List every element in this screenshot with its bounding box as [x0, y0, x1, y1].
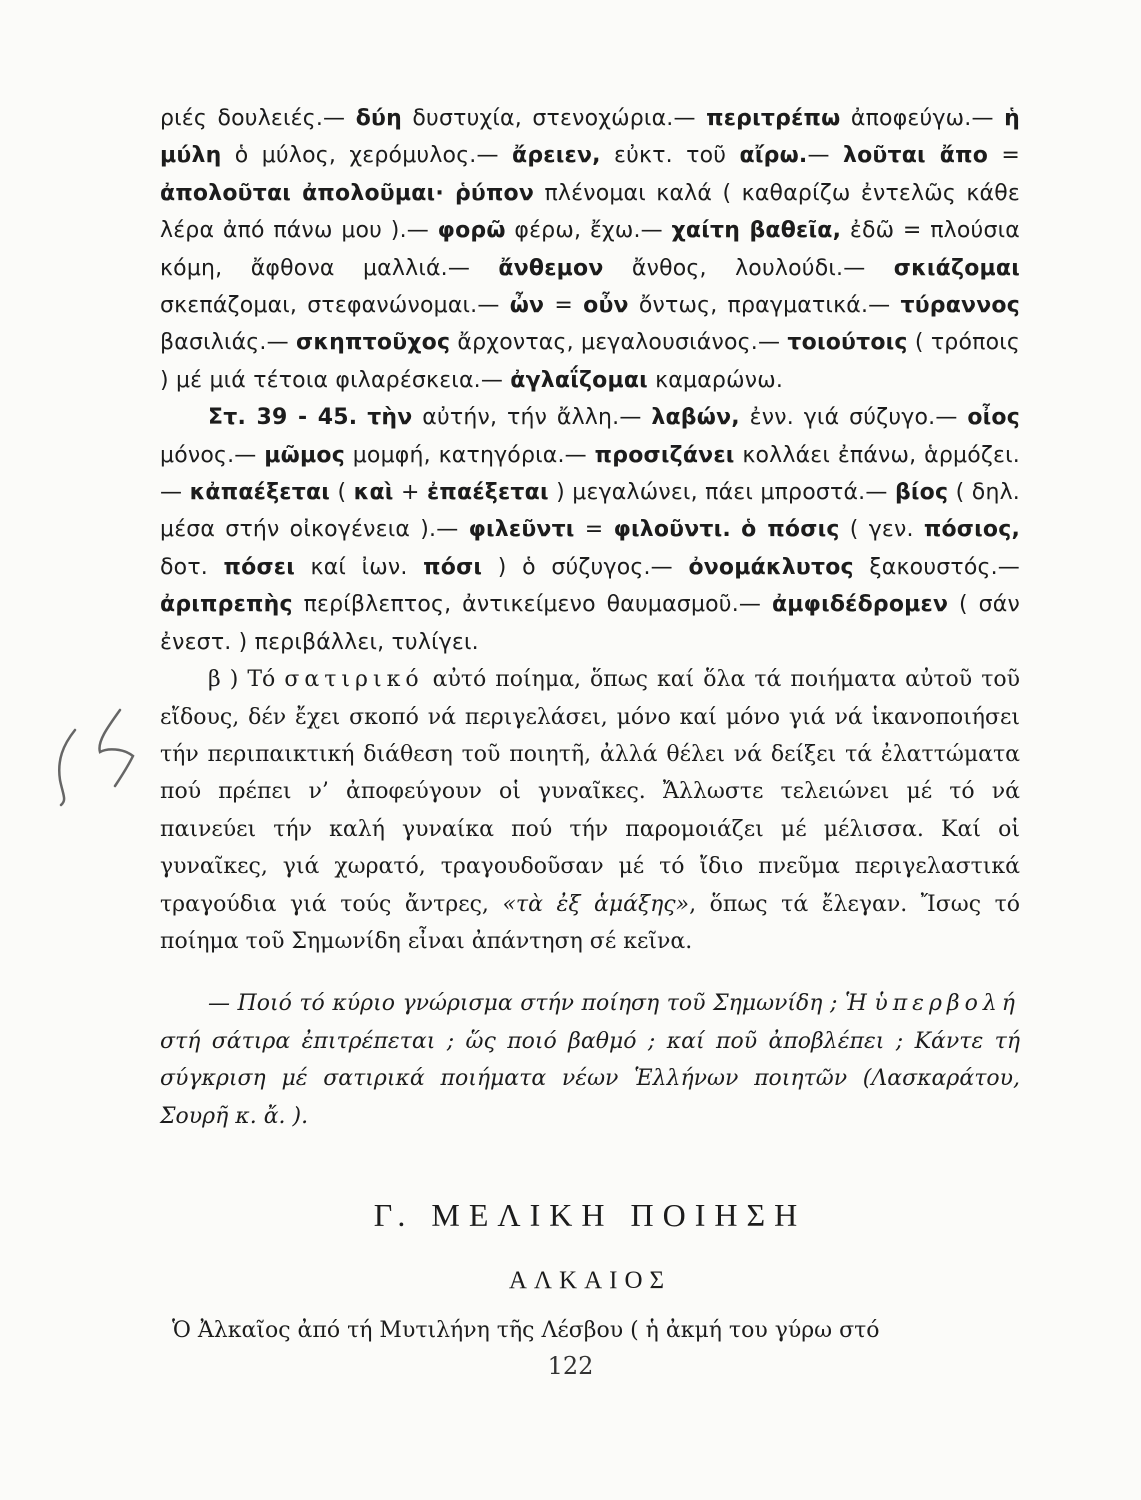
gloss-term: χαίτη βαθεῖα, [671, 218, 842, 244]
gloss-term: πόσει [223, 554, 295, 580]
page-number: 122 [547, 1352, 594, 1380]
gloss-text: — [807, 143, 843, 169]
gloss-text [731, 517, 741, 542]
paragraph-lead: β ) Τό [208, 667, 285, 693]
gloss-text: ἄρχοντας, μεγαλουσιάνος.— [450, 330, 788, 356]
gloss-term: καὶ [353, 480, 394, 506]
gloss-text: μομφή, κατηγόρια.— [344, 442, 595, 468]
gloss-text: εὐκτ. τοῦ [600, 143, 740, 169]
gloss-term: ἀριπρεπὴς [160, 592, 293, 618]
question-paragraph [160, 985, 1020, 1135]
gloss-term: φορῶ [437, 218, 506, 244]
gloss-text [357, 405, 367, 430]
gloss-text: ἀποφεύγω.— [840, 106, 1005, 131]
gloss-text: + [393, 480, 427, 506]
gloss-term: ἀγλαΐζομαι [510, 367, 648, 393]
gloss-term: προσιζάνει [594, 442, 735, 468]
gloss-text: ριές δουλειές.— [160, 106, 356, 131]
gloss-text: ὁ μύλος, χερόμυλος.— [221, 143, 513, 169]
gloss-text: ( σάν ἐνεστ. ) περιβάλλει, τυλίγει. [160, 592, 1020, 655]
author-heading: ΑΛΚΑΙΟΣ [508, 1266, 672, 1294]
glossary-block-2 [160, 399, 1020, 661]
chapter-heading: Γ. ΜΕΛΙΚΗ ΠΟΙΗΣΗ [373, 1196, 807, 1233]
gloss-text: δυστυχία, στενοχώρια.— [401, 106, 707, 131]
gloss-text: δοτ. [160, 554, 224, 580]
gloss-term: ἀμφιδέδρομεν [771, 592, 949, 618]
glossary-notes [160, 100, 1020, 661]
gloss-text: ξακουστός.— [853, 554, 1021, 580]
gloss-term: τοιούτοις [787, 330, 908, 356]
paragraph-text: αὐτό ποίημα, ὅπως καί ὅλα τά ποιήματα αὐτοῦ τοῦ εἴδους, δέν ἔχει σκοπό νά περιγελάσει, μόνο καί μόνο γιά νά ἱκανοποιήσει τήν περιπαικτική διάθεση τοῦ ποιητῆ, ἀλλά θέλει νά δείξει τά ἐλαττώματα πού πρέπει ν’ ἀποφεύγουν οἱ γυναῖκες. Ἄλλωστε τελειώνει μέ τό νά παινεύει τήν καλή γυναίκα πού τήν παρομοιάζει μέ μέλισσα. Καί οἱ γυναῖκες, γιά χωρατό, τραγουδοῦσαν μέ τό ἴδιο πνεῦμα περιγελαστικά τραγούδια γιά τούς ἄντρες, [160, 667, 1021, 917]
gloss-term: τύραννος [900, 293, 1020, 319]
gloss-term: οἶος [967, 405, 1020, 431]
gloss-term: βίος [894, 480, 949, 506]
gloss-text: ( τρόποις ) μέ μιά τέτοια φιλαρέσκεια.— [160, 330, 1020, 393]
gloss-term: πόσιος, [923, 517, 1021, 543]
gloss-text: ( [330, 480, 354, 506]
handwritten-margin-mark [45, 700, 145, 810]
gloss-term: δύη [355, 106, 402, 131]
gloss-term: κἀπαέξεται [189, 480, 331, 506]
commentary-section [160, 661, 1020, 960]
gloss-text: ) ὁ σύζυγος.— [482, 554, 689, 580]
gloss-term: μῶμος [264, 442, 345, 468]
gloss-term: ὁ πόσις [741, 517, 840, 543]
question-text: στή σάτιρα ἐπιτρέπεται ; ὥς ποιό βαθμό ; καί ποῦ ἀποβλέπει ; Κάντε τή σύγκριση μέ σατιρικά ποιήματα νέων Ἑλλήνων ποιητῶν (Λασκαράτου, Σουρῆ κ. ἄ. ). [160, 1028, 1020, 1129]
gloss-term: φιλοῦντι. [613, 517, 731, 543]
gloss-term: τὴν [367, 405, 413, 431]
verse-range: Στ. 39 - 45. [208, 405, 358, 431]
page-content [160, 100, 1020, 1349]
gloss-text: μόνος.— [160, 442, 265, 468]
gloss-term: ἄνθεμον [498, 255, 604, 281]
question-text: — Ποιό τό κύριο γνώρισμα στήν ποίηση τοῦ Σημωνίδη ; Ἡ [208, 991, 875, 1017]
gloss-text: ἄνθος, λουλούδι.— [603, 255, 894, 281]
gloss-text: κολλάει ἐπάνω, ἁρμόζει.— [160, 442, 1020, 506]
gloss-term: αἴρω. [739, 143, 808, 169]
spaced-emphasis: ὑπερβολή [874, 991, 1020, 1017]
gloss-term: ἐπαέξεται [426, 480, 549, 506]
study-questions [160, 985, 1020, 1135]
gloss-text: βασιλιάς.— [160, 330, 297, 356]
paragraph-text: , ὅπως τά ἔλεγαν. Ἴσως τό ποίημα τοῦ Σημωνίδη εἶναι ἀπάντηση σέ κεῖνα. [160, 891, 1020, 954]
commentary-paragraph [160, 661, 1020, 960]
gloss-term: πόσι [423, 554, 483, 580]
gloss-text: περίβλεπτος, ἀντικείμενο θαυμασμοῦ.— [292, 592, 772, 618]
gloss-term: φιλεῦντι [468, 517, 575, 543]
gloss-term: λαβών, [651, 405, 740, 431]
gloss-text: ὄντως, πραγματικά.— [628, 293, 901, 319]
gloss-text: φέρω, ἔχω.— [505, 218, 672, 244]
gloss-term: ὀνομάκλυτος [688, 554, 854, 580]
gloss-text: = [544, 293, 584, 319]
gloss-text: σκεπάζομαι, στεφανώνομαι.— [160, 293, 510, 319]
glossary-block-1 [160, 100, 1020, 399]
gloss-text: καί ἰων. [295, 554, 424, 580]
gloss-text: ἐνν. γιά σύζυγο.— [739, 405, 968, 431]
gloss-text: καμαρώνω. [647, 367, 784, 393]
gloss-text: πλένομαι καλά ( καθαρίζω ἐντελῶς κάθε λέρα ἀπό πάνω μου ).— [160, 180, 1020, 244]
spaced-emphasis: σατιρικό [284, 667, 424, 693]
gloss-term: ἀπολοῦται ἀπολοῦμαι· ῥύπον [160, 180, 535, 206]
gloss-text: ( γεν. [839, 517, 924, 543]
gloss-text: = [574, 517, 614, 543]
gloss-text: ἐδῶ = πλούσια κόμη, ἄφθονα μαλλιά.— [160, 218, 1020, 281]
gloss-term: σκηπτοῦχος [296, 330, 451, 356]
gloss-term: ὦν [509, 293, 545, 319]
gloss-term: σκιάζομαι [893, 255, 1020, 281]
gloss-term: ἄρειεν, [512, 143, 601, 169]
gloss-text: ( δηλ. μέσα στήν οἰκογένεια ).— [160, 480, 1020, 543]
gloss-text: = [988, 143, 1020, 169]
gloss-text: αὐτήν, τήν ἄλλη.— [412, 405, 652, 431]
intro-line: Ὁ Ἀλκαῖος ἀπό τή Μυτιλήνη τῆς Λέσβου ( ἡ ἀκμή του γύρω στό [172, 1317, 880, 1343]
gloss-text: ) μεγαλώνει, πάει μπροστά.— [548, 480, 895, 506]
gloss-term: περιτρέπω [706, 106, 841, 131]
gloss-term: ἡ μύλη [160, 106, 1020, 169]
gloss-term: οὖν [583, 293, 629, 319]
gloss-term: λοῦται ἄπο [842, 143, 989, 169]
quoted-title: «τὰ ἐξ ἁμάξης» [502, 891, 690, 917]
